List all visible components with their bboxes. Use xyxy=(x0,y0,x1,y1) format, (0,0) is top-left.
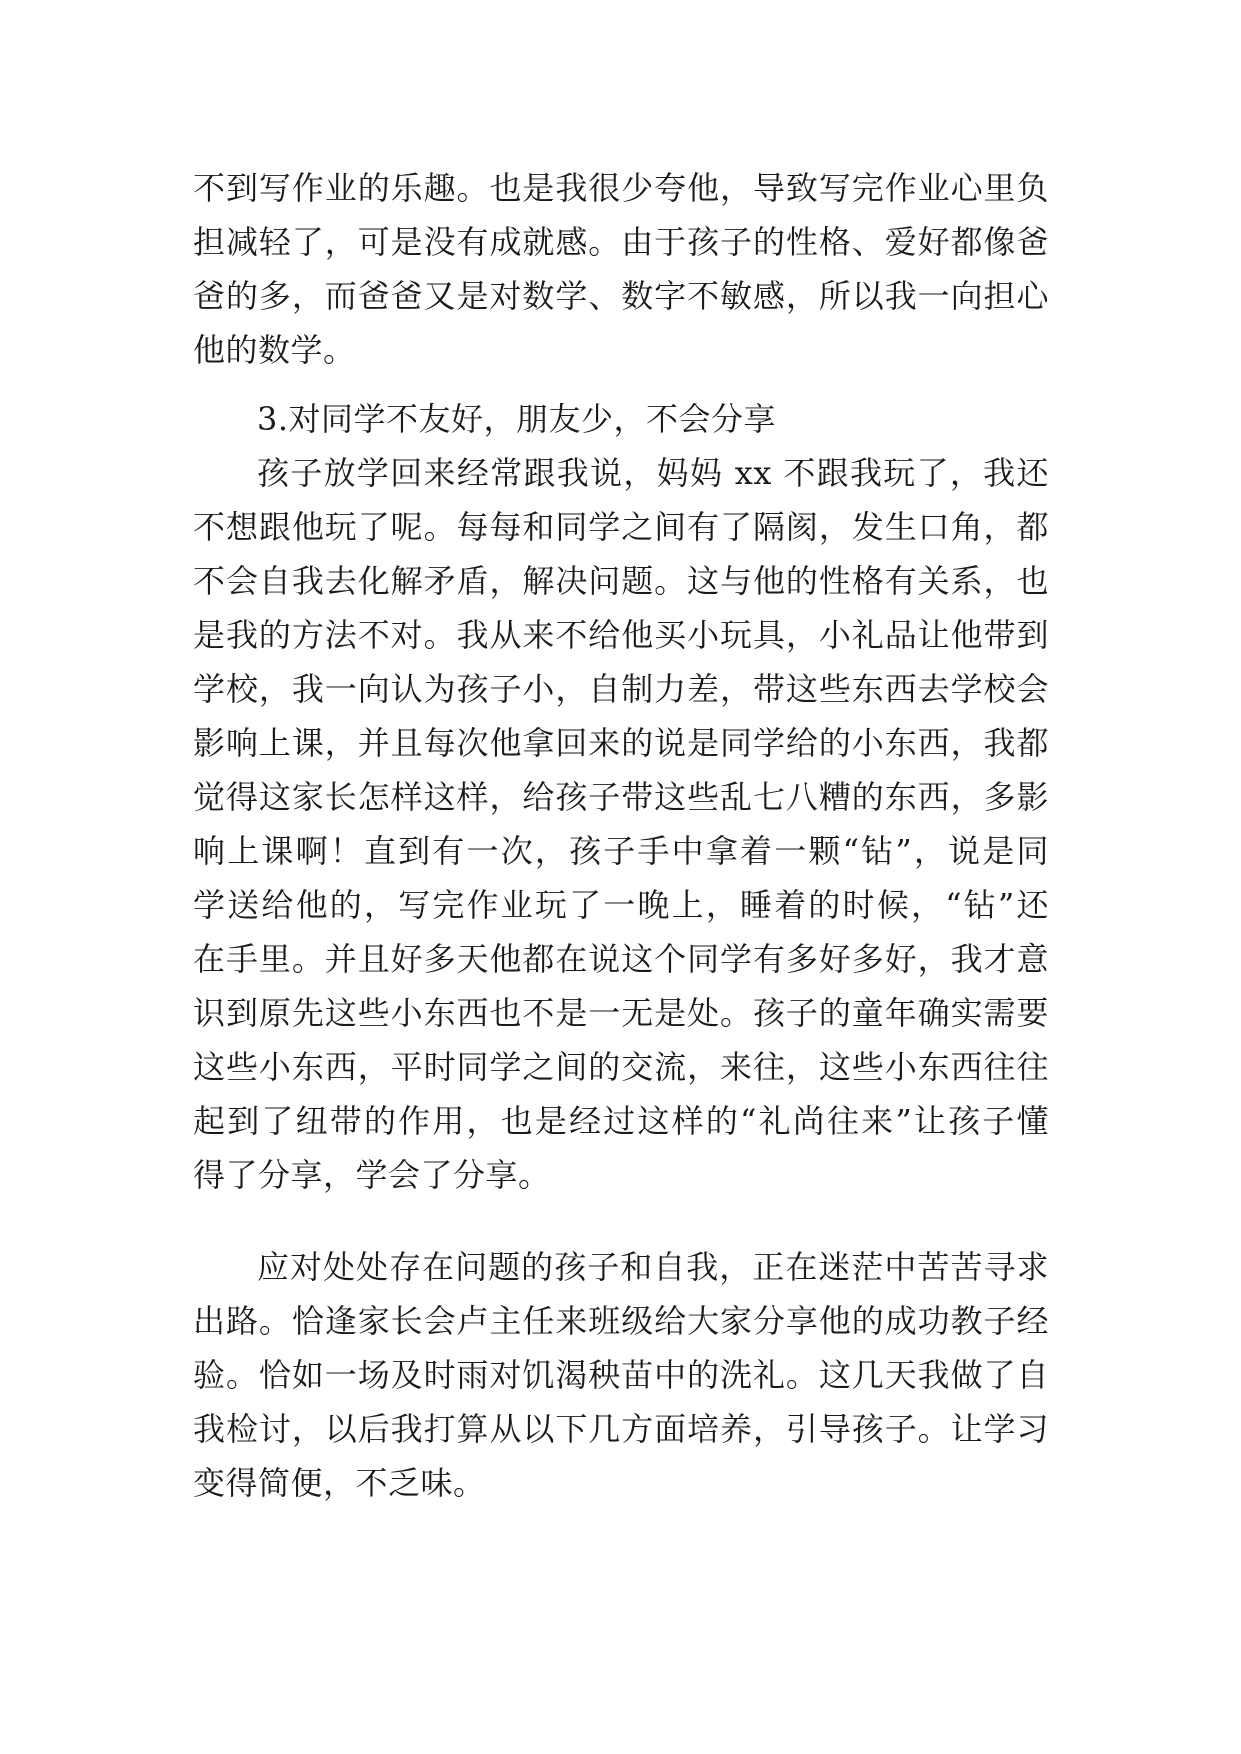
text-line: 孩子放学回来经常跟我说，妈妈 xx 不跟我玩了，我还 xyxy=(257,454,1049,492)
text-line: 识到原先这些小东西也不是一无是处。孩子的童年确实需要 xyxy=(193,994,1049,1032)
text-line: 他的数学。 xyxy=(193,331,356,369)
text-line: 这些小东西，平时同学之间的交流，来往，这些小东西往往 xyxy=(193,1048,1049,1086)
text-line: 得了分享，学会了分享。 xyxy=(193,1156,551,1194)
text-line: 不想跟他玩了呢。每每和同学之间有了隔阂，发生口角，都 xyxy=(193,508,1049,546)
section-heading-text: 3.对同学不友好，朋友少，不会分享 xyxy=(257,400,777,438)
text-line: 验。恰如一场及时雨对饥渴秧苗中的洗礼。这几天我做了自 xyxy=(193,1356,1049,1394)
text-line: 我检讨，以后我打算从以下几方面培养，引导孩子。让学习 xyxy=(193,1410,1049,1448)
text-line: 起到了纽带的作用，也是经过这样的“礼尚往来”让孩子懂 xyxy=(193,1102,1049,1140)
text-line: 出路。恰逢家长会卢主任来班级给大家分享他的成功教子经 xyxy=(193,1302,1049,1340)
text-line: 担减轻了，可是没有成就感。由于孩子的性格、爱好都像爸 xyxy=(193,223,1049,261)
paragraph-friends xyxy=(193,446,1049,1202)
text-line: 不会自我去化解矛盾，解决问题。这与他的性格有关系，也 xyxy=(193,562,1049,600)
text-line: 应对处处存在问题的孩子和自我，正在迷茫中苦苦寻求 xyxy=(257,1248,1049,1286)
text-line: 学送给他的，写完作业玩了一晚上，睡着的时候，“钻”还 xyxy=(193,886,1049,924)
text-line: 觉得这家长怎样这样，给孩子带这些乱七八糟的东西，多影 xyxy=(193,778,1049,816)
section-heading xyxy=(193,392,1049,446)
text-line: 不到写作业的乐趣。也是我很少夸他，导致写完作业心里负 xyxy=(193,169,1049,207)
paragraph-continued xyxy=(193,161,1049,377)
text-line: 是我的方法不对。我从来不给他买小玩具，小礼品让他带到 xyxy=(193,616,1049,654)
paragraph-conclusion xyxy=(193,1240,1049,1510)
text-line: 爸的多，而爸爸又是对数学、数字不敏感，所以我一向担心 xyxy=(193,277,1049,315)
text-line: 学校，我一向认为孩子小，自制力差，带这些东西去学校会 xyxy=(193,670,1049,708)
text-line: 响上课啊！直到有一次，孩子手中拿着一颗“钻”，说是同 xyxy=(193,832,1049,870)
text-line: 变得简便，不乏味。 xyxy=(193,1464,486,1502)
text-line: 在手里。并且好多天他都在说这个同学有多好多好，我才意 xyxy=(193,940,1049,978)
text-line: 影响上课，并且每次他拿回来的说是同学给的小东西，我都 xyxy=(193,724,1049,762)
